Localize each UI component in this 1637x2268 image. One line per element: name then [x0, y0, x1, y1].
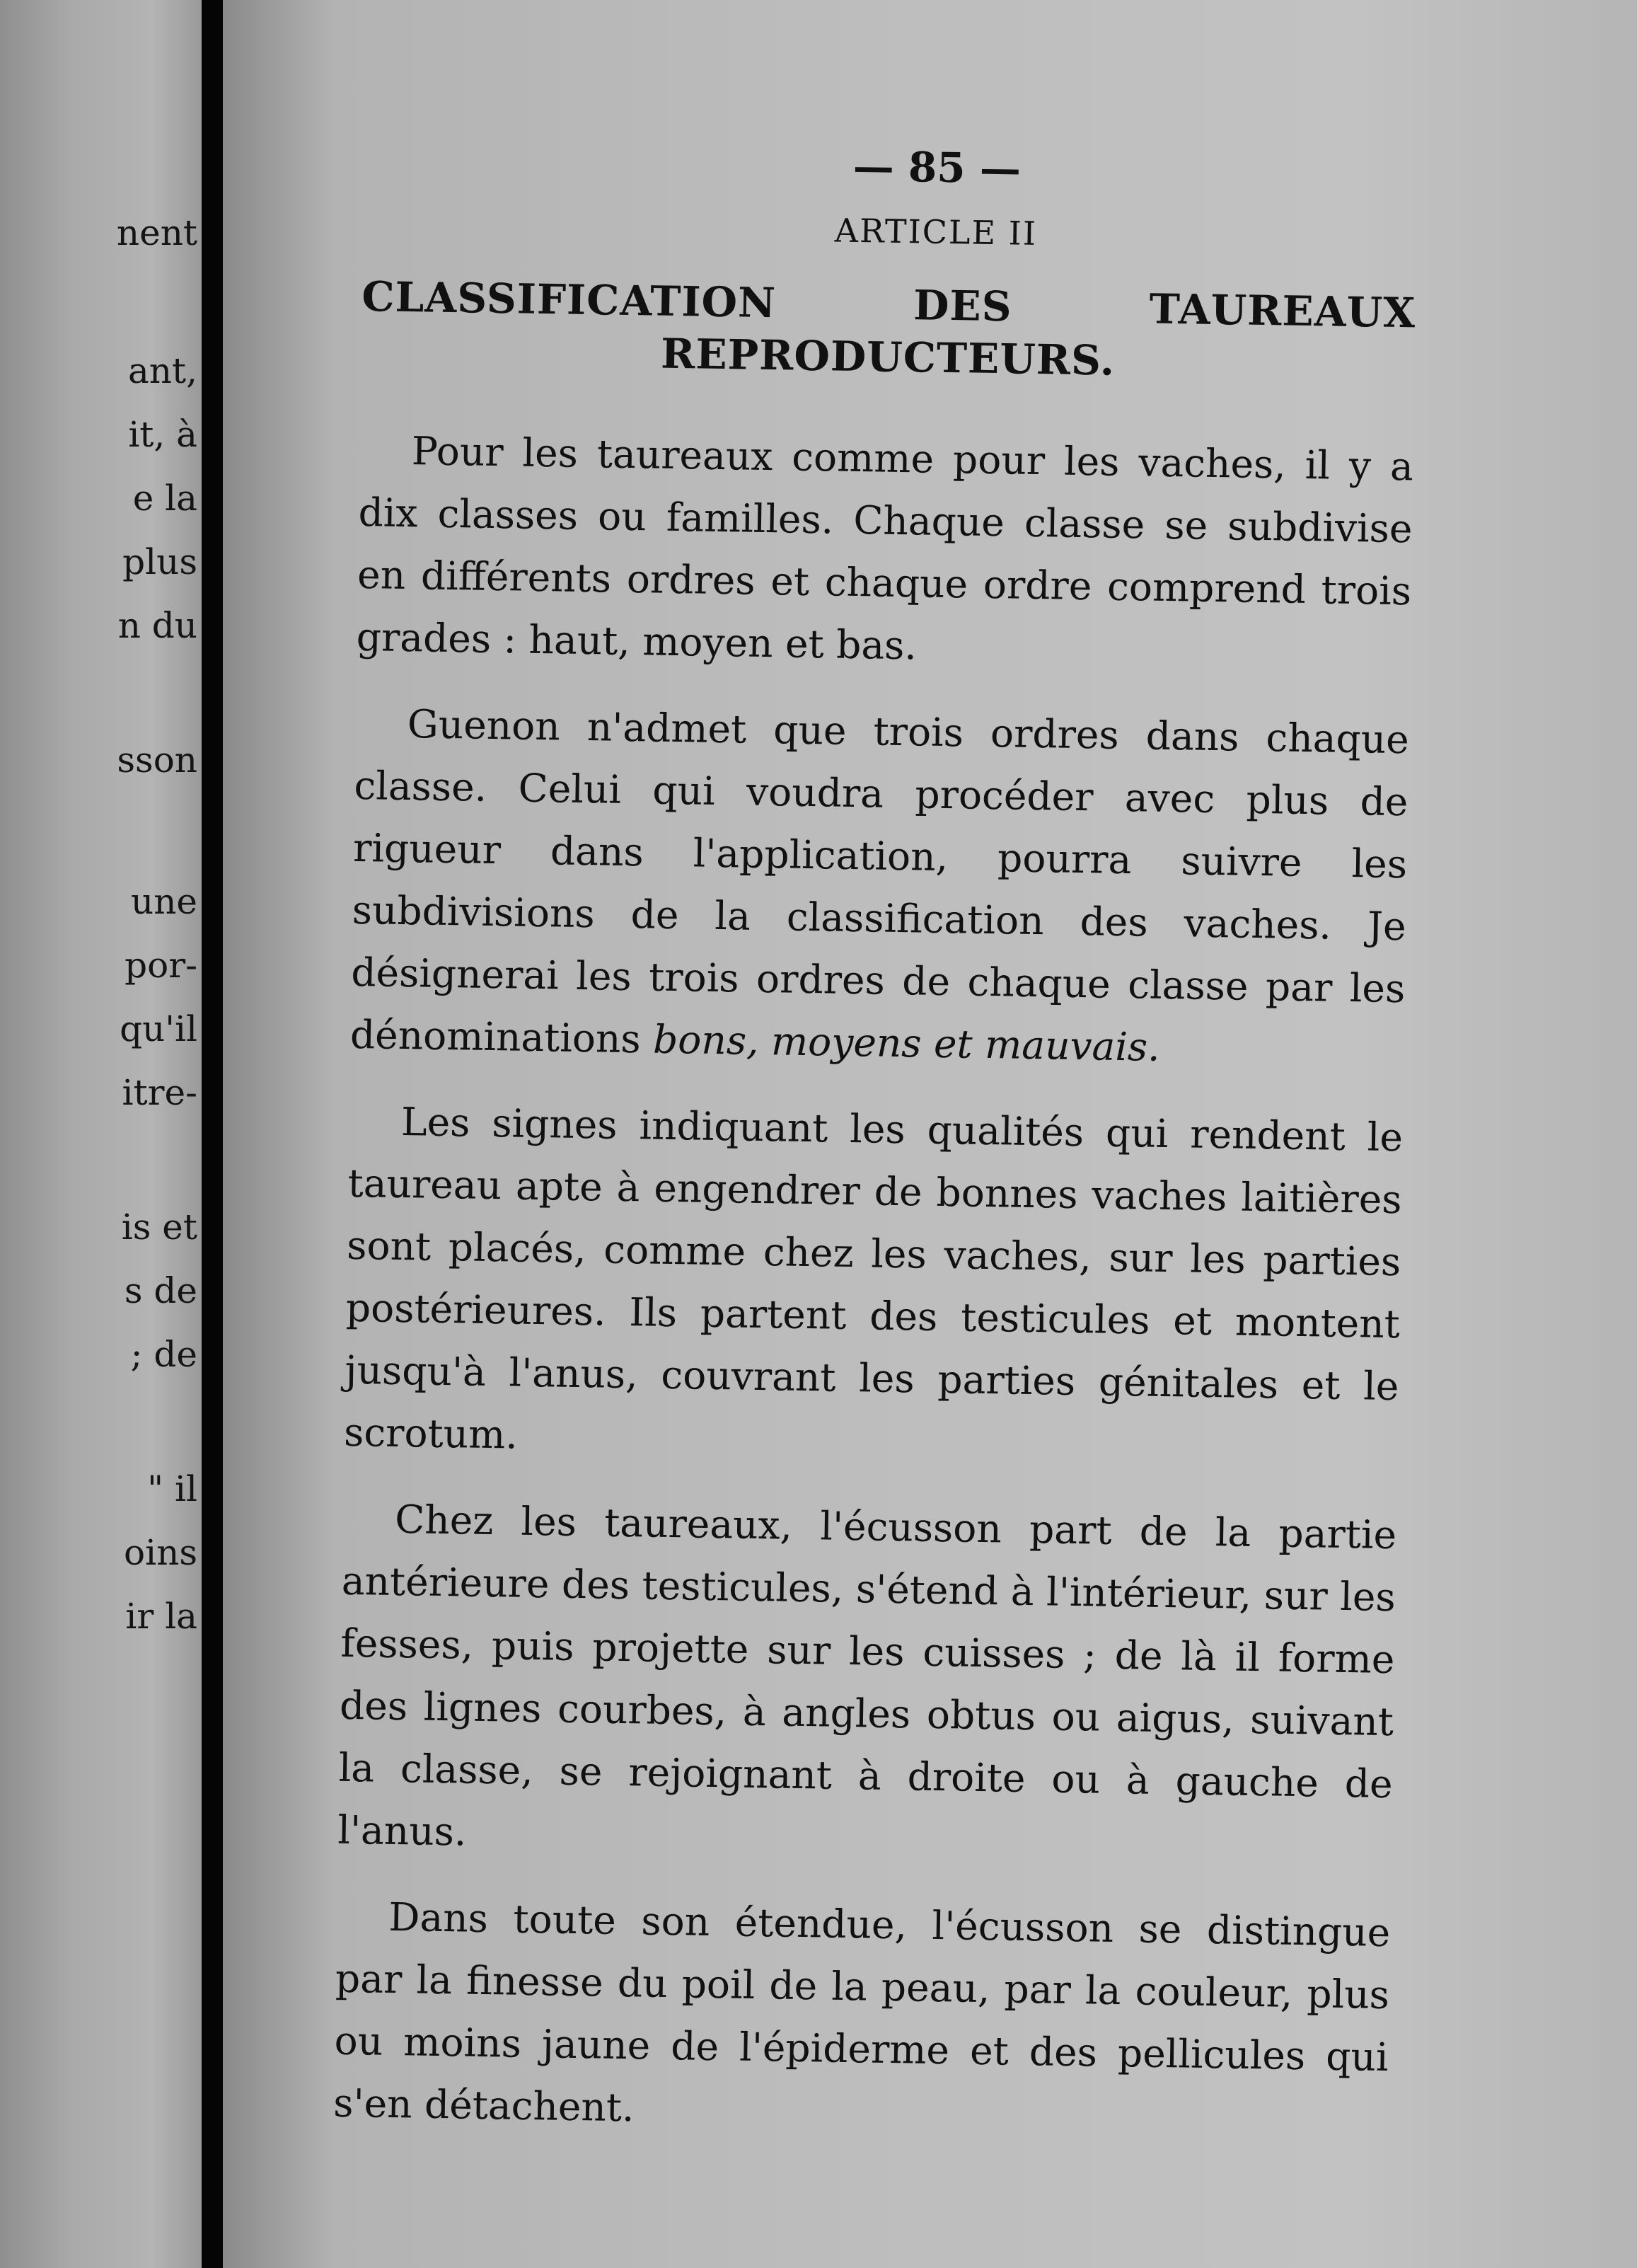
left-page-line: " il — [147, 1468, 197, 1509]
paragraph-2-text: Guenon n'admet que trois ordres dans chaque classe. Celui qui voudra procéder avec plus de rigueur dans l'application, pourra suivre les subdivisions de la classification des vaches. Je désignerai les trois ordres de chaque classe par les dénominations — [349, 701, 1410, 1062]
left-page-line: nent — [116, 212, 197, 253]
page-number: — 85 — — [852, 142, 1022, 193]
left-page-line: sson — [117, 739, 197, 781]
paragraph-5: Dans toute son étendue, l'écusson se distingue par la finesse du poil de la peau, par la couleur, plus ou moins jaune de l'épiderme et des pellicules qui s'en détachent. — [332, 1894, 1391, 2131]
paragraph-3: Les signes indiquant les qualités qui rendent le taureau apte à engendrer de bonnes vaches laitières sont placés, comme chez les vaches, sur les parties postérieures. Ils partent des testicules et montent jusqu'à l'anus, couvrant les parties génitales et le scrotum. — [343, 1098, 1404, 1458]
left-page-line: n du — [117, 605, 197, 646]
paragraph-1: Pour les taureaux comme pour les vaches, il y a dix classes ou familles. Chaque classe se subdivise en différents ordres et chaque ordre comprend trois grades : haut, moyen et bas. — [356, 428, 1414, 669]
paragraph-2 — [349, 692, 1409, 1082]
paragraph-4: Chez les taureaux, l'écusson part de la partie antérieure des testicules, s'étend à l'intérieur, sur les fesses, puis projette sur les cuisses ; de là il forme des lignes courbes, à angles obtus ou aigus, suivant la classe, se rejoignant à droite ou à gauche de l'anus. — [337, 1496, 1397, 1855]
left-facing-page — [0, 0, 202, 2268]
book-gutter — [202, 0, 223, 2268]
article-heading: ARTICLE II — [834, 211, 1038, 253]
left-page-line: qu'il — [120, 1008, 197, 1049]
left-page-line: itre- — [122, 1072, 197, 1113]
left-page-line: plus — [122, 541, 197, 582]
page-content — [332, 134, 1418, 2175]
left-page-line: ; de — [130, 1334, 197, 1375]
left-page-line: ir la — [125, 1596, 197, 1637]
left-page-line: e la — [132, 478, 197, 519]
left-page-line: is et — [121, 1207, 197, 1248]
section-title: CLASSIFICATION DES TAUREAUX REPRODUCTEURS. — [361, 272, 1416, 385]
left-page-line: une — [131, 881, 197, 922]
paragraph-2-italic: bons, moyens et mauvais. — [652, 1016, 1161, 1070]
left-page-line: ant, — [128, 350, 197, 391]
right-page — [223, 0, 1637, 2268]
left-page-line: por- — [125, 945, 197, 986]
left-page-line: oins — [124, 1532, 197, 1573]
left-page-line: s de — [124, 1270, 197, 1311]
left-page-line: it, à — [128, 414, 197, 455]
